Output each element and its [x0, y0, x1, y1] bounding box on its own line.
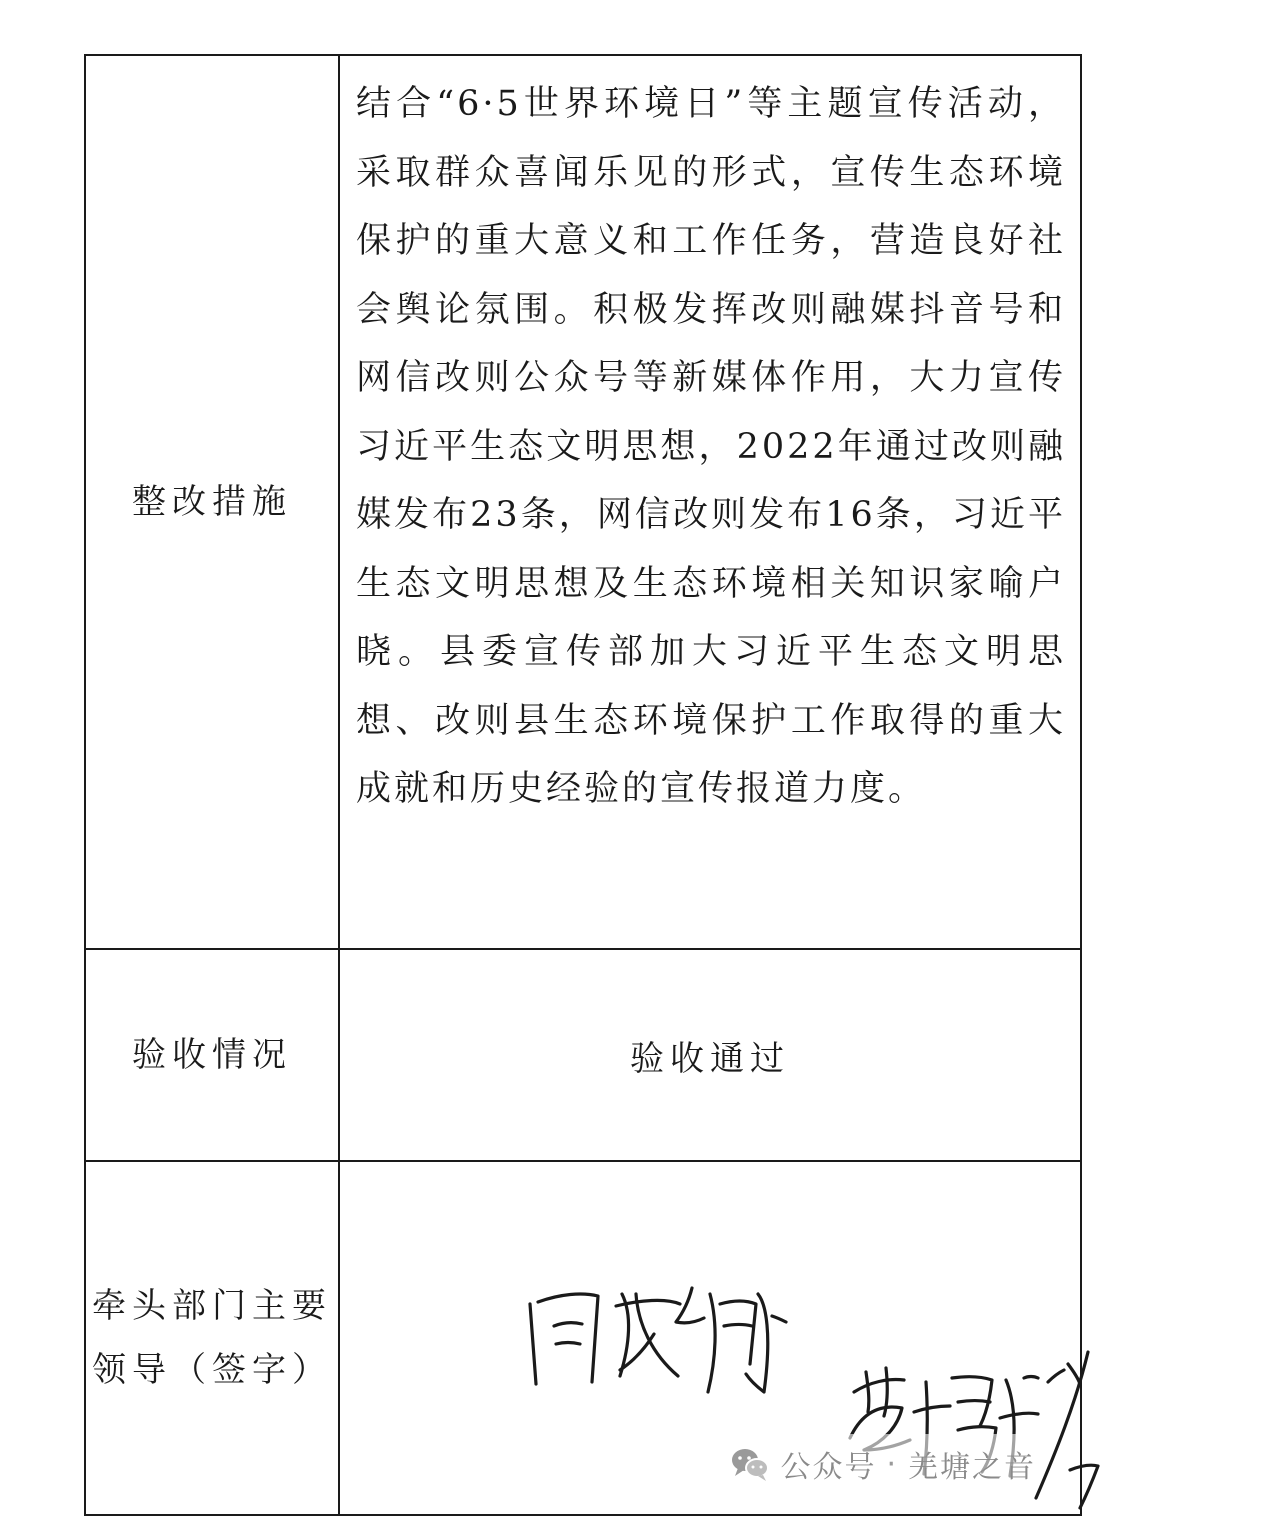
table-row-signature: [85, 1161, 1081, 1515]
label-measures: 整改措施: [132, 482, 292, 522]
label-signature-line1: 牵头部门主要: [92, 1286, 332, 1326]
measures-text: 结合“6·5世界环境日”等主题宣传活动，采取群众喜闻乐见的形式，宣传生态环境保护的重大意义和工作任务，营造良好社会舆论氛围。积极发挥改则融媒抖音号和网信改则公众号等新媒体作用，大力宣传习近平生态文明思想，2022年通过改则融媒发布23条，网信改则发布16条，习近平生态文明思想及生态环境相关知识家喻户晓。县委宣传部加大习近平生态文明思想、改则县生态环境保护工作取得的重大成就和历史经验的宣传报道力度。: [356, 84, 1066, 809]
signature-cell: [339, 1161, 1081, 1515]
content-cell-measures: [339, 55, 1081, 949]
acceptance-result: 验收通过: [630, 1038, 790, 1079]
content-cell-acceptance: [339, 949, 1081, 1161]
watermark-source: 公众号: [780, 1450, 877, 1485]
table-row-measures: [85, 55, 1081, 949]
label-cell-acceptance: [85, 949, 339, 1161]
rectification-table: [84, 54, 1082, 1516]
label-cell-signature: [85, 1161, 339, 1515]
wechat-icon: [730, 1446, 770, 1482]
label-acceptance: 验收情况: [132, 1035, 292, 1075]
watermark-account: 羌塘之音: [908, 1450, 1036, 1485]
watermark-separator: ·: [886, 1446, 898, 1482]
label-cell-measures: [85, 55, 339, 949]
label-signature-line2: 领导（签字）: [92, 1350, 332, 1390]
handwritten-signature-1: [520, 1264, 790, 1404]
table-row-acceptance: [85, 949, 1081, 1161]
watermark: [730, 1434, 1036, 1494]
